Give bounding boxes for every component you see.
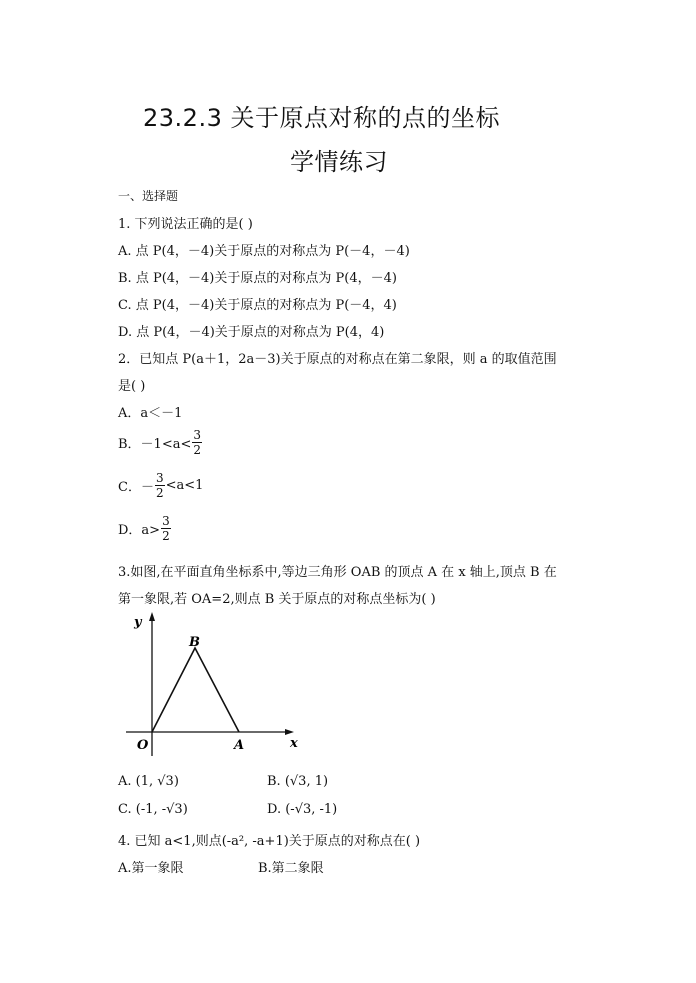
fraction-denominator: 2 — [193, 443, 202, 457]
question-3-option-d: D. (-√3, -1) — [267, 802, 338, 817]
question-2-option-d — [118, 514, 172, 543]
option-d-text: D．a> — [118, 523, 161, 538]
label-x: x — [290, 736, 298, 751]
fraction-numerator: 3 — [193, 428, 202, 442]
option-b-text: B．－1<a< — [118, 437, 192, 452]
label-o: O — [137, 738, 149, 753]
question-2-stem-line2: 是( ) — [118, 379, 146, 394]
question-1-option-c: C. 点 P(4，－4)关于原点的对称点为 P(－4，4) — [118, 298, 397, 313]
fraction-three-halves — [155, 471, 165, 500]
question-2-option-b — [118, 428, 203, 457]
question-3-option-a: A. (1, √3) — [118, 774, 179, 789]
label-y: y — [134, 615, 142, 630]
question-4-option-a: A.第一象限 — [118, 861, 184, 876]
question-1-option-d: D. 点 P(4，－4)关于原点的对称点为 P(4，4) — [118, 325, 385, 340]
question-2-stem-line1: 2．已知点 P(a＋1，2a－3)关于原点的对称点在第二象限，则 a 的取值范围 — [118, 352, 557, 367]
question-3-stem-line2: 第一象限,若 OA=2,则点 B 关于原点的对称点坐标为( ) — [118, 592, 436, 607]
question-3-option-c: C. (-1, -√3) — [118, 802, 188, 817]
question-1-option-a: A. 点 P(4，－4)关于原点的对称点为 P(－4，－4) — [118, 244, 410, 259]
option-c-suffix: <a<1 — [165, 478, 204, 493]
question-3-stem-line1: 3.如图,在平面直角坐标系中,等边三角形 OAB 的顶点 A 在 x 轴上,顶点 B 在 — [118, 565, 557, 580]
question-2-option-c — [118, 471, 203, 500]
triangle-figure — [118, 608, 318, 768]
x-axis-arrow — [285, 729, 294, 735]
triangle-oab — [152, 648, 239, 732]
page-title: 23.2.3 关于原点对称的点的坐标 — [143, 104, 500, 132]
fraction-numerator: 3 — [162, 514, 170, 528]
section-heading: 一、选择题 — [118, 189, 179, 203]
fraction-denominator: 2 — [162, 529, 170, 543]
question-3-option-b: B. (√3, 1) — [267, 774, 329, 789]
question-4-option-b: B.第二象限 — [258, 861, 324, 876]
fraction-denominator: 2 — [155, 486, 164, 500]
question-2-option-a: A．a＜－1 — [118, 406, 183, 421]
label-b: B — [189, 635, 200, 650]
fraction-numerator: 3 — [155, 471, 164, 485]
label-a: A — [234, 738, 245, 753]
page-subtitle: 学情练习 — [290, 148, 388, 176]
question-4-stem: 4. 已知 a<1,则点(-a², -a+1)关于原点的对称点在( ) — [118, 834, 421, 849]
y-axis-arrow — [149, 612, 155, 621]
fraction-three-halves — [192, 428, 202, 457]
question-1-option-b: B. 点 P(4，－4)关于原点的对称点为 P(4，－4) — [118, 271, 397, 286]
fraction-three-halves — [161, 514, 171, 543]
question-1-stem: 1. 下列说法正确的是( ) — [118, 217, 253, 232]
option-c-prefix: C．－ — [118, 480, 154, 495]
